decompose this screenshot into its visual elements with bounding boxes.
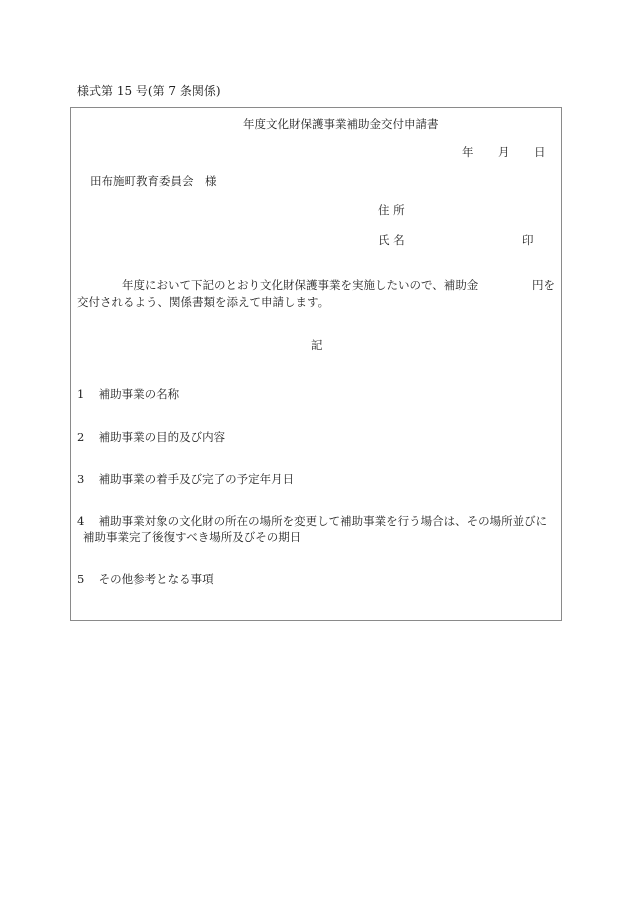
item-text: 補助事業対象の文化財の所在の場所を変更して補助事業を行う場合は、その場所並びに xyxy=(98,514,548,528)
form-number: 様式第 15 号(第 7 条関係) xyxy=(77,84,221,98)
body-text-line1: 年度において下記のとおり文化財保護事業を実施したいので、補助金 xyxy=(122,278,479,292)
item-text: 補助事業の着手及び完了の予定年月日 xyxy=(98,472,295,486)
list-item xyxy=(77,516,547,528)
item-number: 1 xyxy=(77,387,85,401)
item-text: その他参考となる事項 xyxy=(98,572,214,586)
item-number: 4 xyxy=(77,514,85,528)
item-number: 2 xyxy=(77,430,85,444)
list-item xyxy=(77,389,179,401)
date-year-label: 年 xyxy=(462,145,474,159)
item-text: 補助事業の名称 xyxy=(98,387,180,401)
item-number: 5 xyxy=(77,572,85,586)
addressee: 田布施町教育委員会 様 xyxy=(90,174,217,188)
item-number: 3 xyxy=(77,472,85,486)
list-item xyxy=(77,574,214,586)
body-amount-suffix: 円を xyxy=(532,278,555,292)
item-text-continuation: 補助事業完了後復すべき場所及びその期日 xyxy=(83,530,302,544)
ki-heading: 記 xyxy=(311,338,323,352)
list-item xyxy=(77,474,294,486)
list-item xyxy=(77,432,225,444)
seal-label: 印 xyxy=(522,233,534,247)
date-day-label: 日 xyxy=(534,145,546,159)
body-text-line2: 交付されるよう、関係書類を添えて申請します。 xyxy=(77,295,330,309)
document-title: 年度文化財保護事業補助金交付申請書 xyxy=(243,117,439,131)
date-month-label: 月 xyxy=(498,145,510,159)
item-text: 補助事業の目的及び内容 xyxy=(98,430,226,444)
address-label: 住 所 xyxy=(378,203,405,217)
name-label: 氏 名 xyxy=(378,233,405,247)
